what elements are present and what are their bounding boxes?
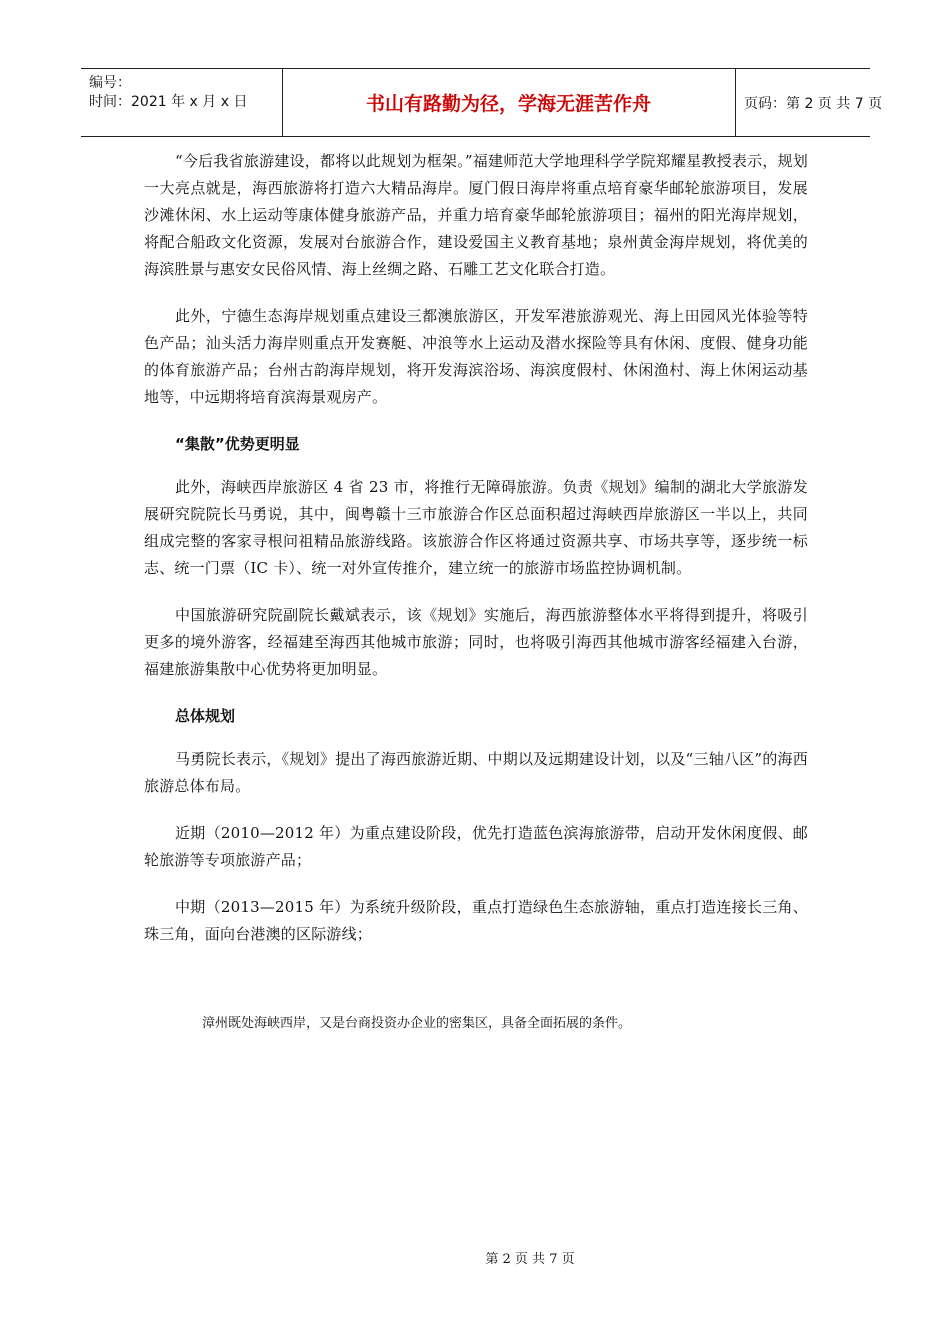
page-info: 页码：第 2 页 共 7 页 xyxy=(744,95,883,112)
header-page-cell xyxy=(736,69,883,136)
caption-text: 漳州既处海峡西岸，又是台商投资办企业的密集区，具备全面拓展的条件。 xyxy=(202,1016,632,1031)
document-header xyxy=(81,68,883,137)
motto-text: 书山有路勤为径，学海无涯苦作舟 xyxy=(365,93,651,115)
serial-label: 编号： xyxy=(89,75,131,91)
paragraph: 中国旅游研究院副院长戴斌表示，该《规划》实施后，海西旅游整体水平将得到提升，将吸引更多的境外游客，经福建至海西其他城市旅游；同时，也将吸引海西其他城市游客经福建入台游，福建旅游集散中心优势将更加明显。 xyxy=(144,606,808,678)
header-meta-cell xyxy=(81,69,283,136)
paragraph: 此外，宁德生态海岸规划重点建设三都澳旅游区，开发军港旅游观光、海上田园风光体验等特色产品；汕头活力海岸则重点开发赛艇、冲浪等水上运动及潜水探险等具有休闲、度假、健身功能的体育旅游产品；台州古韵海岸规划，将开发海滨浴场、海滨度假村、休闲渔村、海上休闲运动基地等，中远期将培育滨海景观房产。 xyxy=(144,307,808,406)
paragraph: 中期（2013—2015 年）为系统升级阶段，重点打造绿色生态旅游轴，重点打造连接长三角、珠三角，面向台港澳的区际游线； xyxy=(144,898,808,943)
header-motto-cell xyxy=(282,69,736,136)
section-heading: “集散”优势更明显 xyxy=(175,435,300,453)
paragraph: “今后我省旅游建设，都将以此规划为框架。”福建师范大学地理科学学院郑耀星教授表示，规划一大亮点就是，海西旅游将打造六大精品海岸。厦门假日海岸将重点培育豪华邮轮旅游项目，发展沙滩休闲、水上运动等康体健身旅游产品，并重力培育豪华邮轮旅游项目；福州的阳光海岸规划，将配合船政文化资源，发展对台旅游合作，建设爱国主义教育基地；泉州黄金海岸规划，将优美的海滨胜景与惠安女民俗风情、海上丝绸之路、石雕工艺文化联合打造。 xyxy=(144,152,808,278)
paragraph: 马勇院长表示，《规划》提出了海西旅游近期、中期以及远期建设计划，以及“三轴八区”的海西旅游总体布局。 xyxy=(144,750,808,795)
paragraph: 此外，海峡西岸旅游区 4 省 23 市，将推行无障碍旅游。负责《规划》编制的湖北大学旅游发展研究院院长马勇说，其中，闽粤赣十三市旅游合作区总面积超过海峡西岸旅游区一半以上，共同组成完整的客家寻根问祖精品旅游线路。该旅游合作区将通过资源共享、市场共享等，逐步统一标志、统一门票（IC 卡）、统一对外宣传推介，建立统一的旅游市场监控协调机制。 xyxy=(144,478,808,577)
paragraph: 近期（2010—2012 年）为重点建设阶段，优先打造蓝色滨海旅游带，启动开发休闲度假、邮轮旅游等专项旅游产品； xyxy=(144,824,808,869)
page-footer: 第 2 页 共 7 页 xyxy=(485,1252,575,1267)
article-body xyxy=(144,148,808,968)
section-heading: 总体规划 xyxy=(175,707,236,725)
date-line: 时间：2021 年 x 月 x 日 xyxy=(89,94,248,110)
